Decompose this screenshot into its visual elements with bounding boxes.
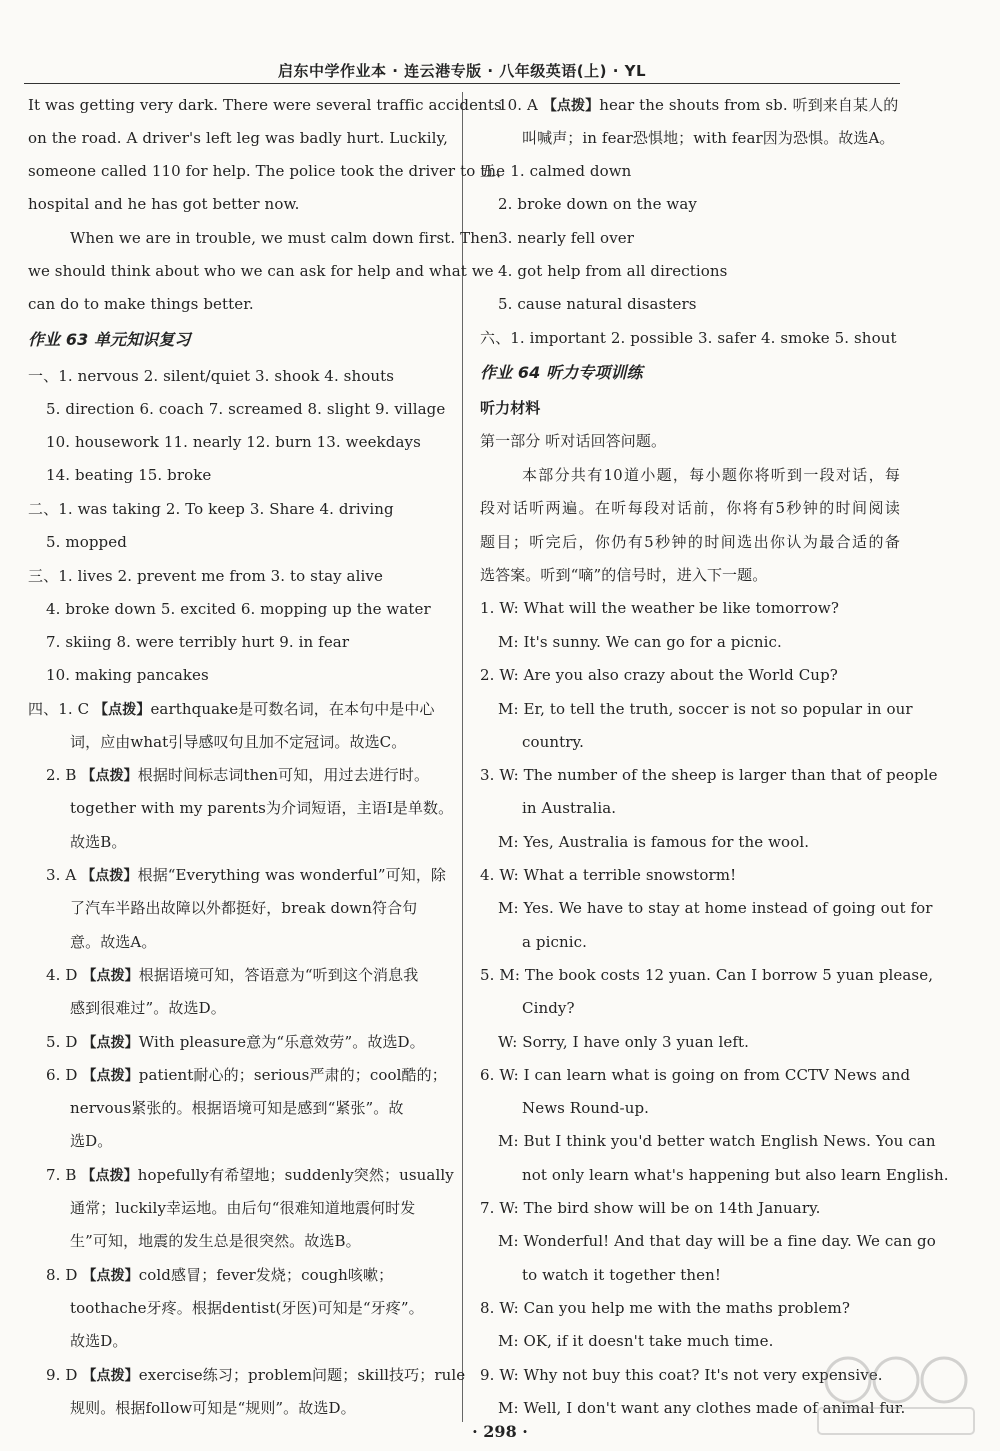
hint-tag: 【点拨】 [82, 1368, 139, 1384]
text-line: 2. B 【点拨】根据时间标志词then可知，用过去进行时。 [46, 766, 430, 784]
text-line: 六、1. important 2. possible 3. safer 4. smoke 5. shout [480, 329, 897, 347]
text-line: 8. W: Can you help me with the maths problem? [480, 1299, 850, 1317]
hint-tag: 【点拨】 [542, 98, 600, 114]
text-line: 5. D 【点拨】With pleasure意为“乐意效劳”。故选D。 [46, 1033, 425, 1051]
text-line: 7. W: The bird show will be on 14th January. [480, 1199, 821, 1217]
text-line: 二、1. was taking 2. To keep 3. Share 4. driving [28, 500, 394, 518]
section-heading: 作业 64 听力专项训练 [480, 363, 643, 382]
text-line: 10. A 【点拨】hear the shouts from sb. 听到来自某人的 [498, 96, 899, 114]
text-line: 选答案。听到“嘀”的信号时，进入下一题。 [480, 566, 768, 584]
text-line: 本部分共有10道小题，每小题你将听到一段对话，每 [522, 466, 900, 484]
text-line: someone called 110 for help. The police took the driver to the [28, 162, 506, 180]
text-line: 5. cause natural disasters [498, 295, 697, 313]
text-line: 词，应由what引导感叹句且加不定冠词。故选C。 [70, 733, 407, 751]
text-line: 4. broke down 5. excited 6. mopping up the water [46, 600, 431, 618]
text-line: a picnic. [522, 933, 588, 951]
text-line: can do to make things better. [28, 295, 254, 313]
subsection-heading: 听力材料 [480, 399, 541, 417]
text-line: 7. B 【点拨】hopefully有希望地；suddenly突然；usually [46, 1166, 454, 1184]
text-line: 规则。根据follow可知是“规则”。故选D。 [70, 1399, 356, 1417]
text-line: 意。故选A。 [70, 933, 157, 951]
text-line: on the road. A driver's left leg was badly hurt. Luckily, [28, 129, 448, 147]
text-line: 5. M: The book costs 12 yuan. Can I borrow 5 yuan please, [480, 966, 934, 984]
hint-tag: 【点拨】 [81, 768, 138, 784]
text-line: 三、1. lives 2. prevent me from 3. to stay alive [28, 567, 383, 585]
hint-tag: 【点拨】 [82, 1035, 139, 1051]
text-line: to watch it together then! [522, 1266, 721, 1284]
text-line: 1. W: What will the weather be like tomorrow? [480, 599, 839, 617]
text-line: 5. mopped [46, 533, 127, 551]
text-line: 3. W: The number of the sheep is larger than that of people [480, 766, 938, 784]
hint-tag: 【点拨】 [94, 702, 151, 718]
hint-tag: 【点拨】 [82, 1068, 139, 1084]
text-line: 选D。 [70, 1132, 113, 1150]
text-line: M: OK, if it doesn't take much time. [498, 1332, 774, 1350]
header-rule [24, 83, 900, 84]
text-line: 6. W: I can learn what is going on from CCTV News and [480, 1066, 911, 1084]
text-line: in Australia. [522, 799, 617, 817]
text-line: Cindy? [522, 999, 575, 1017]
text-line: hospital and he has got better now. [28, 195, 300, 213]
text-line: M: It's sunny. We can go for a picnic. [498, 633, 782, 651]
page-number: · 298 · [472, 1422, 528, 1441]
text-line: 5. direction 6. coach 7. screamed 8. slight 9. village [46, 400, 446, 418]
text-line: M: Er, to tell the truth, soccer is not so popular in our [498, 700, 913, 718]
text-line: M: Yes. We have to stay at home instead of going out for [498, 899, 933, 917]
text-line: When we are in trouble, we must calm down first. Then [70, 229, 499, 247]
page-header: 启东中学作业本 · 连云港专版 · 八年级英语(上) · YL [277, 62, 647, 80]
text-line: we should think about who we can ask for help and what we [28, 262, 494, 280]
text-line: 四、1. C 【点拨】earthquake是可数名词，在本句中是中心 [28, 700, 435, 718]
text-line: 一、1. nervous 2. silent/quiet 3. shook 4. shouts [28, 367, 395, 385]
text-line: W: Sorry, I have only 3 yuan left. [498, 1033, 749, 1051]
watermark-logo [808, 1352, 984, 1438]
text-line: 4. D 【点拨】根据语境可知，答语意为“听到这个消息我 [46, 966, 419, 984]
text-line: 五、1. calmed down [480, 162, 632, 180]
hint-tag: 【点拨】 [81, 1168, 138, 1184]
text-line: 叫喊声；in fear恐惧地；with fear因为恐惧。故选A。 [522, 129, 895, 147]
column-divider [462, 92, 463, 1422]
text-line: 通常；luckily幸运地。由后句“很难知道地震何时发 [70, 1199, 416, 1217]
text-line: News Round-up. [522, 1099, 650, 1117]
text-line: 9. W: Why not buy this coat? It's not very expensive. [480, 1366, 883, 1384]
text-line: 14. beating 15. broke [46, 466, 212, 484]
text-line: 4. W: What a terrible snowstorm! [480, 866, 737, 884]
text-line: not only learn what's happening but also learn English. [522, 1166, 949, 1184]
text-line: M: Well, I don't want any clothes made of animal fur. [498, 1399, 906, 1417]
hint-tag: 【点拨】 [82, 968, 139, 984]
text-line: M: Yes, Australia is famous for the wool. [498, 833, 810, 851]
text-line: 了汽车半路出故障以外都挺好，break down符合句 [70, 899, 418, 917]
text-line: country. [522, 733, 585, 751]
text-line: toothache牙疼。根据dentist(牙医)可知是“牙疼”。 [70, 1299, 424, 1317]
text-line: 8. D 【点拨】cold感冒；fever发烧；cough咳嗽； [46, 1266, 394, 1284]
text-line: nervous紧张的。根据语境可知是感到“紧张”。故 [70, 1099, 404, 1117]
text-line: 4. got help from all directions [498, 262, 728, 280]
text-line: 3. A 【点拨】根据“Everything was wonderful”可知，除 [46, 866, 447, 884]
text-line: 段对话听两遍。在听每段对话前，你将有5秒钟的时间阅读 [480, 499, 900, 517]
text-line: It was getting very dark. There were several traffic accidents [28, 96, 502, 114]
text-line: 感到很难过”。故选D。 [70, 999, 226, 1017]
text-line: 10. housework 11. nearly 12. burn 13. weekdays [46, 433, 421, 451]
text-line: 故选B。 [70, 833, 127, 851]
text-line: 9. D 【点拨】exercise练习；problem问题；skill技巧；rule [46, 1366, 466, 1384]
text-line: 10. making pancakes [46, 666, 209, 684]
text-line: 7. skiing 8. were terribly hurt 9. in fear [46, 633, 350, 651]
section-heading: 作业 63 单元知识复习 [28, 330, 191, 349]
text-line: 3. nearly fell over [498, 229, 635, 247]
text-line: M: But I think you'd better watch English News. You can [498, 1132, 936, 1150]
text-line: 题目；听完后，你仍有5秒钟的时间选出你认为最合适的备 [480, 533, 900, 551]
hint-tag: 【点拨】 [82, 1268, 139, 1284]
text-line: 生”可知，地震的发生总是很突然。故选B。 [70, 1232, 361, 1250]
text-line: 6. D 【点拨】patient耐心的；serious严肃的；cool酷的； [46, 1066, 447, 1084]
text-line: 第一部分 听对话回答问题。 [480, 432, 667, 450]
text-line: together with my parents为介词短语，主语I是单数。 [70, 799, 454, 817]
text-line: 2. W: Are you also crazy about the World Cup? [480, 666, 838, 684]
text-line: 2. broke down on the way [498, 195, 697, 213]
text-line: 故选D。 [70, 1332, 128, 1350]
text-line: M: Wonderful! And that day will be a fine day. We can go [498, 1232, 936, 1250]
hint-tag: 【点拨】 [81, 868, 138, 884]
